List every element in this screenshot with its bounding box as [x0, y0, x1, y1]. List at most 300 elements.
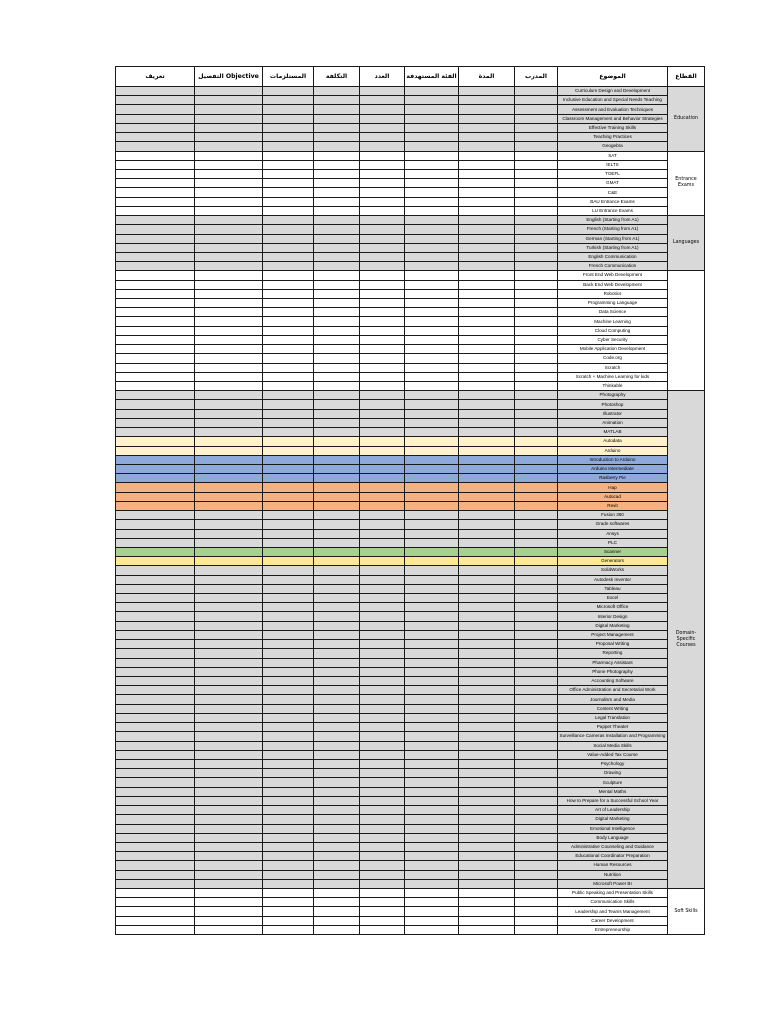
- cell-cost[interactable]: [314, 418, 360, 427]
- cell-definition[interactable]: [116, 575, 195, 584]
- cell-cost[interactable]: [314, 704, 360, 713]
- cell-requirements[interactable]: [263, 594, 314, 603]
- cell-audience[interactable]: [405, 806, 459, 815]
- cell-requirements[interactable]: [263, 188, 314, 197]
- cell-cost[interactable]: [314, 713, 360, 722]
- cell-count[interactable]: [360, 658, 405, 667]
- cell-requirements[interactable]: [263, 105, 314, 114]
- cell-duration[interactable]: [459, 372, 515, 381]
- cell-qualification[interactable]: [195, 252, 263, 261]
- cell-trainer[interactable]: [515, 216, 558, 225]
- cell-count[interactable]: [360, 667, 405, 676]
- cell-requirements[interactable]: [263, 612, 314, 621]
- cell-qualification[interactable]: [195, 437, 263, 446]
- cell-definition[interactable]: [116, 105, 195, 114]
- cell-qualification[interactable]: [195, 677, 263, 686]
- cell-qualification[interactable]: [195, 354, 263, 363]
- cell-cost[interactable]: [314, 142, 360, 151]
- cell-topic[interactable]: Drawing: [558, 769, 668, 778]
- cell-cost[interactable]: [314, 105, 360, 114]
- cell-topic[interactable]: Introduction to Arduino: [558, 455, 668, 464]
- cell-trainer[interactable]: [515, 179, 558, 188]
- cell-duration[interactable]: [459, 243, 515, 252]
- cell-requirements[interactable]: [263, 280, 314, 289]
- cell-count[interactable]: [360, 234, 405, 243]
- cell-count[interactable]: [360, 418, 405, 427]
- cell-requirements[interactable]: [263, 796, 314, 805]
- cell-definition[interactable]: [116, 206, 195, 215]
- cell-duration[interactable]: [459, 732, 515, 741]
- cell-cost[interactable]: [314, 879, 360, 888]
- cell-definition[interactable]: [116, 861, 195, 870]
- cell-definition[interactable]: [116, 142, 195, 151]
- cell-audience[interactable]: [405, 686, 459, 695]
- cell-topic[interactable]: Career Development: [558, 916, 668, 925]
- cell-definition[interactable]: [116, 225, 195, 234]
- cell-definition[interactable]: [116, 667, 195, 676]
- cell-duration[interactable]: [459, 501, 515, 510]
- cell-qualification[interactable]: [195, 704, 263, 713]
- cell-count[interactable]: [360, 114, 405, 123]
- cell-duration[interactable]: [459, 114, 515, 123]
- cell-count[interactable]: [360, 345, 405, 354]
- cell-duration[interactable]: [459, 667, 515, 676]
- cell-trainer[interactable]: [515, 511, 558, 520]
- cell-topic[interactable]: Autodesk Inventor: [558, 575, 668, 584]
- cell-qualification[interactable]: [195, 594, 263, 603]
- cell-count[interactable]: [360, 529, 405, 538]
- cell-cost[interactable]: [314, 382, 360, 391]
- cell-duration[interactable]: [459, 695, 515, 704]
- cell-cost[interactable]: [314, 197, 360, 206]
- cell-requirements[interactable]: [263, 815, 314, 824]
- cell-topic[interactable]: English Communication: [558, 252, 668, 261]
- cell-duration[interactable]: [459, 704, 515, 713]
- cell-cost[interactable]: [314, 870, 360, 879]
- cell-definition[interactable]: [116, 151, 195, 160]
- cell-requirements[interactable]: [263, 649, 314, 658]
- cell-qualification[interactable]: [195, 169, 263, 178]
- cell-trainer[interactable]: [515, 520, 558, 529]
- cell-qualification[interactable]: [195, 870, 263, 879]
- cell-count[interactable]: [360, 179, 405, 188]
- cell-qualification[interactable]: [195, 474, 263, 483]
- cell-duration[interactable]: [459, 658, 515, 667]
- cell-cost[interactable]: [314, 114, 360, 123]
- cell-definition[interactable]: [116, 640, 195, 649]
- cell-topic[interactable]: Back End Web Development: [558, 280, 668, 289]
- cell-definition[interactable]: [116, 308, 195, 317]
- cell-definition[interactable]: [116, 280, 195, 289]
- cell-cost[interactable]: [314, 907, 360, 916]
- cell-topic[interactable]: Nutrition: [558, 870, 668, 879]
- cell-duration[interactable]: [459, 225, 515, 234]
- cell-definition[interactable]: [116, 538, 195, 547]
- cell-definition[interactable]: [116, 907, 195, 916]
- cell-count[interactable]: [360, 372, 405, 381]
- cell-topic[interactable]: TOEFL: [558, 169, 668, 178]
- cell-sector[interactable]: Domain-Specific Courses: [668, 391, 705, 889]
- cell-trainer[interactable]: [515, 667, 558, 676]
- cell-sector[interactable]: Languages: [668, 216, 705, 271]
- cell-qualification[interactable]: [195, 418, 263, 427]
- cell-topic[interactable]: Emotional Intelligence: [558, 824, 668, 833]
- cell-definition[interactable]: [116, 326, 195, 335]
- cell-duration[interactable]: [459, 511, 515, 520]
- cell-duration[interactable]: [459, 382, 515, 391]
- cell-cost[interactable]: [314, 317, 360, 326]
- cell-requirements[interactable]: [263, 446, 314, 455]
- cell-definition[interactable]: [116, 732, 195, 741]
- cell-topic[interactable]: Surveillance Cameras Installation and Programming: [558, 732, 668, 741]
- cell-definition[interactable]: [116, 197, 195, 206]
- cell-requirements[interactable]: [263, 308, 314, 317]
- cell-audience[interactable]: [405, 870, 459, 879]
- cell-qualification[interactable]: [195, 658, 263, 667]
- cell-audience[interactable]: [405, 160, 459, 169]
- cell-audience[interactable]: [405, 363, 459, 372]
- cell-topic[interactable]: Classroom Management and Behavior Strategies: [558, 114, 668, 123]
- cell-duration[interactable]: [459, 870, 515, 879]
- cell-audience[interactable]: [405, 474, 459, 483]
- cell-cost[interactable]: [314, 575, 360, 584]
- cell-audience[interactable]: [405, 382, 459, 391]
- cell-trainer[interactable]: [515, 815, 558, 824]
- cell-trainer[interactable]: [515, 640, 558, 649]
- cell-requirements[interactable]: [263, 584, 314, 593]
- cell-count[interactable]: [360, 704, 405, 713]
- cell-count[interactable]: [360, 243, 405, 252]
- cell-cost[interactable]: [314, 372, 360, 381]
- cell-definition[interactable]: [116, 428, 195, 437]
- cell-qualification[interactable]: [195, 446, 263, 455]
- cell-requirements[interactable]: [263, 916, 314, 925]
- cell-audience[interactable]: [405, 87, 459, 96]
- cell-duration[interactable]: [459, 455, 515, 464]
- cell-count[interactable]: [360, 796, 405, 805]
- cell-audience[interactable]: [405, 898, 459, 907]
- cell-trainer[interactable]: [515, 133, 558, 142]
- cell-cost[interactable]: [314, 547, 360, 556]
- cell-count[interactable]: [360, 105, 405, 114]
- cell-duration[interactable]: [459, 96, 515, 105]
- cell-duration[interactable]: [459, 428, 515, 437]
- cell-duration[interactable]: [459, 889, 515, 898]
- cell-cost[interactable]: [314, 252, 360, 261]
- cell-cost[interactable]: [314, 889, 360, 898]
- cell-topic[interactable]: Entrepreneurship: [558, 925, 668, 934]
- cell-duration[interactable]: [459, 179, 515, 188]
- cell-topic[interactable]: Proposal Writing: [558, 640, 668, 649]
- cell-requirements[interactable]: [263, 123, 314, 132]
- cell-trainer[interactable]: [515, 879, 558, 888]
- cell-count[interactable]: [360, 446, 405, 455]
- cell-audience[interactable]: [405, 750, 459, 759]
- cell-topic[interactable]: Curriculum Design and Development: [558, 87, 668, 96]
- cell-cost[interactable]: [314, 677, 360, 686]
- cell-duration[interactable]: [459, 326, 515, 335]
- cell-qualification[interactable]: [195, 105, 263, 114]
- cell-qualification[interactable]: [195, 732, 263, 741]
- cell-qualification[interactable]: [195, 630, 263, 639]
- cell-count[interactable]: [360, 160, 405, 169]
- cell-definition[interactable]: [116, 437, 195, 446]
- cell-qualification[interactable]: [195, 916, 263, 925]
- cell-trainer[interactable]: [515, 695, 558, 704]
- cell-definition[interactable]: [116, 243, 195, 252]
- cell-qualification[interactable]: [195, 87, 263, 96]
- cell-trainer[interactable]: [515, 225, 558, 234]
- cell-requirements[interactable]: [263, 501, 314, 510]
- cell-definition[interactable]: [116, 824, 195, 833]
- cell-topic[interactable]: Robotics: [558, 289, 668, 298]
- cell-audience[interactable]: [405, 391, 459, 400]
- cell-requirements[interactable]: [263, 529, 314, 538]
- cell-qualification[interactable]: [195, 234, 263, 243]
- cell-audience[interactable]: [405, 824, 459, 833]
- cell-trainer[interactable]: [515, 898, 558, 907]
- cell-trainer[interactable]: [515, 529, 558, 538]
- cell-requirements[interactable]: [263, 206, 314, 215]
- cell-topic[interactable]: Microsoft Power BI: [558, 879, 668, 888]
- cell-topic[interactable]: GMAT: [558, 179, 668, 188]
- cell-topic[interactable]: Puppet Theater: [558, 723, 668, 732]
- cell-qualification[interactable]: [195, 547, 263, 556]
- cell-duration[interactable]: [459, 769, 515, 778]
- cell-topic[interactable]: BAU Entrance Exams: [558, 197, 668, 206]
- cell-trainer[interactable]: [515, 501, 558, 510]
- header-requirements[interactable]: المستلزمات: [263, 67, 314, 87]
- cell-trainer[interactable]: [515, 428, 558, 437]
- cell-count[interactable]: [360, 363, 405, 372]
- cell-topic[interactable]: Tableau: [558, 584, 668, 593]
- cell-sector[interactable]: Soft Skills: [668, 889, 705, 935]
- cell-topic[interactable]: Rasberry Pie: [558, 474, 668, 483]
- cell-count[interactable]: [360, 216, 405, 225]
- cell-duration[interactable]: [459, 649, 515, 658]
- cell-topic[interactable]: Pharmacy Assistant: [558, 658, 668, 667]
- cell-cost[interactable]: [314, 123, 360, 132]
- cell-requirements[interactable]: [263, 418, 314, 427]
- cell-definition[interactable]: [116, 695, 195, 704]
- cell-audience[interactable]: [405, 889, 459, 898]
- cell-audience[interactable]: [405, 732, 459, 741]
- cell-audience[interactable]: [405, 575, 459, 584]
- cell-requirements[interactable]: [263, 252, 314, 261]
- header-cost[interactable]: التكلفة: [314, 67, 360, 87]
- cell-trainer[interactable]: [515, 492, 558, 501]
- cell-duration[interactable]: [459, 538, 515, 547]
- cell-duration[interactable]: [459, 723, 515, 732]
- cell-topic[interactable]: Fusion 360: [558, 511, 668, 520]
- cell-duration[interactable]: [459, 621, 515, 630]
- cell-cost[interactable]: [314, 206, 360, 215]
- cell-audience[interactable]: [405, 520, 459, 529]
- cell-duration[interactable]: [459, 133, 515, 142]
- cell-trainer[interactable]: [515, 289, 558, 298]
- cell-audience[interactable]: [405, 105, 459, 114]
- cell-audience[interactable]: [405, 280, 459, 289]
- cell-count[interactable]: [360, 547, 405, 556]
- cell-audience[interactable]: [405, 759, 459, 768]
- cell-count[interactable]: [360, 824, 405, 833]
- cell-trainer[interactable]: [515, 123, 558, 132]
- cell-qualification[interactable]: [195, 667, 263, 676]
- cell-requirements[interactable]: [263, 483, 314, 492]
- cell-requirements[interactable]: [263, 759, 314, 768]
- cell-duration[interactable]: [459, 575, 515, 584]
- cell-qualification[interactable]: [195, 640, 263, 649]
- cell-duration[interactable]: [459, 787, 515, 796]
- cell-cost[interactable]: [314, 621, 360, 630]
- cell-trainer[interactable]: [515, 686, 558, 695]
- cell-duration[interactable]: [459, 824, 515, 833]
- cell-qualification[interactable]: [195, 271, 263, 280]
- cell-duration[interactable]: [459, 584, 515, 593]
- cell-definition[interactable]: [116, 833, 195, 842]
- cell-requirements[interactable]: [263, 677, 314, 686]
- cell-topic[interactable]: Educational Coordinator Preparation: [558, 852, 668, 861]
- cell-qualification[interactable]: [195, 455, 263, 464]
- cell-requirements[interactable]: [263, 474, 314, 483]
- cell-definition[interactable]: [116, 889, 195, 898]
- cell-cost[interactable]: [314, 271, 360, 280]
- cell-definition[interactable]: [116, 870, 195, 879]
- cell-requirements[interactable]: [263, 455, 314, 464]
- cell-duration[interactable]: [459, 842, 515, 851]
- cell-qualification[interactable]: [195, 335, 263, 344]
- cell-trainer[interactable]: [515, 105, 558, 114]
- cell-duration[interactable]: [459, 105, 515, 114]
- cell-count[interactable]: [360, 870, 405, 879]
- header-topic[interactable]: الموضوع: [558, 67, 668, 87]
- cell-sector[interactable]: Education: [668, 87, 705, 152]
- cell-qualification[interactable]: [195, 584, 263, 593]
- cell-duration[interactable]: [459, 759, 515, 768]
- cell-cost[interactable]: [314, 584, 360, 593]
- cell-trainer[interactable]: [515, 925, 558, 934]
- cell-definition[interactable]: [116, 133, 195, 142]
- cell-count[interactable]: [360, 188, 405, 197]
- cell-definition[interactable]: [116, 492, 195, 501]
- cell-requirements[interactable]: [263, 428, 314, 437]
- cell-qualification[interactable]: [195, 741, 263, 750]
- cell-duration[interactable]: [459, 188, 515, 197]
- cell-requirements[interactable]: [263, 630, 314, 639]
- cell-count[interactable]: [360, 538, 405, 547]
- cell-requirements[interactable]: [263, 234, 314, 243]
- cell-cost[interactable]: [314, 861, 360, 870]
- cell-cost[interactable]: [314, 658, 360, 667]
- cell-audience[interactable]: [405, 372, 459, 381]
- cell-duration[interactable]: [459, 280, 515, 289]
- cell-requirements[interactable]: [263, 658, 314, 667]
- cell-audience[interactable]: [405, 409, 459, 418]
- cell-cost[interactable]: [314, 363, 360, 372]
- cell-qualification[interactable]: [195, 428, 263, 437]
- cell-definition[interactable]: [116, 916, 195, 925]
- cell-count[interactable]: [360, 483, 405, 492]
- cell-qualification[interactable]: [195, 345, 263, 354]
- cell-cost[interactable]: [314, 289, 360, 298]
- cell-duration[interactable]: [459, 677, 515, 686]
- cell-topic[interactable]: SolidWorks: [558, 566, 668, 575]
- cell-topic[interactable]: Reporting: [558, 649, 668, 658]
- cell-topic[interactable]: Programming Language: [558, 299, 668, 308]
- cell-topic[interactable]: Arduino Intermediate: [558, 464, 668, 473]
- cell-qualification[interactable]: [195, 833, 263, 842]
- cell-topic[interactable]: Front End Web Development: [558, 271, 668, 280]
- cell-definition[interactable]: [116, 713, 195, 722]
- cell-requirements[interactable]: [263, 769, 314, 778]
- cell-trainer[interactable]: [515, 658, 558, 667]
- cell-topic[interactable]: Generators: [558, 557, 668, 566]
- cell-count[interactable]: [360, 603, 405, 612]
- cell-duration[interactable]: [459, 547, 515, 556]
- cell-audience[interactable]: [405, 197, 459, 206]
- cell-definition[interactable]: [116, 741, 195, 750]
- cell-requirements[interactable]: [263, 262, 314, 271]
- cell-trainer[interactable]: [515, 778, 558, 787]
- cell-qualification[interactable]: [195, 925, 263, 934]
- cell-requirements[interactable]: [263, 96, 314, 105]
- cell-requirements[interactable]: [263, 142, 314, 151]
- cell-definition[interactable]: [116, 547, 195, 556]
- cell-duration[interactable]: [459, 603, 515, 612]
- cell-definition[interactable]: [116, 483, 195, 492]
- cell-qualification[interactable]: [195, 363, 263, 372]
- cell-cost[interactable]: [314, 695, 360, 704]
- cell-count[interactable]: [360, 907, 405, 916]
- cell-cost[interactable]: [314, 326, 360, 335]
- cell-count[interactable]: [360, 169, 405, 178]
- cell-requirements[interactable]: [263, 741, 314, 750]
- cell-requirements[interactable]: [263, 271, 314, 280]
- cell-duration[interactable]: [459, 299, 515, 308]
- cell-trainer[interactable]: [515, 833, 558, 842]
- cell-audience[interactable]: [405, 861, 459, 870]
- cell-cost[interactable]: [314, 732, 360, 741]
- cell-qualification[interactable]: [195, 179, 263, 188]
- cell-definition[interactable]: [116, 649, 195, 658]
- cell-audience[interactable]: [405, 557, 459, 566]
- cell-cost[interactable]: [314, 409, 360, 418]
- cell-requirements[interactable]: [263, 216, 314, 225]
- cell-topic[interactable]: Excel: [558, 594, 668, 603]
- cell-trainer[interactable]: [515, 188, 558, 197]
- cell-trainer[interactable]: [515, 806, 558, 815]
- cell-topic[interactable]: Scratch: [558, 363, 668, 372]
- cell-requirements[interactable]: [263, 898, 314, 907]
- cell-audience[interactable]: [405, 630, 459, 639]
- cell-count[interactable]: [360, 621, 405, 630]
- cell-requirements[interactable]: [263, 225, 314, 234]
- cell-cost[interactable]: [314, 391, 360, 400]
- cell-count[interactable]: [360, 557, 405, 566]
- cell-requirements[interactable]: [263, 114, 314, 123]
- cell-trainer[interactable]: [515, 861, 558, 870]
- cell-topic[interactable]: French (Starting from A1): [558, 225, 668, 234]
- cell-audience[interactable]: [405, 455, 459, 464]
- cell-count[interactable]: [360, 649, 405, 658]
- cell-trainer[interactable]: [515, 87, 558, 96]
- cell-audience[interactable]: [405, 289, 459, 298]
- cell-topic[interactable]: Mental Maths: [558, 787, 668, 796]
- cell-topic[interactable]: Teaching Practices: [558, 133, 668, 142]
- cell-qualification[interactable]: [195, 861, 263, 870]
- cell-topic[interactable]: Art of Leadership: [558, 806, 668, 815]
- cell-cost[interactable]: [314, 778, 360, 787]
